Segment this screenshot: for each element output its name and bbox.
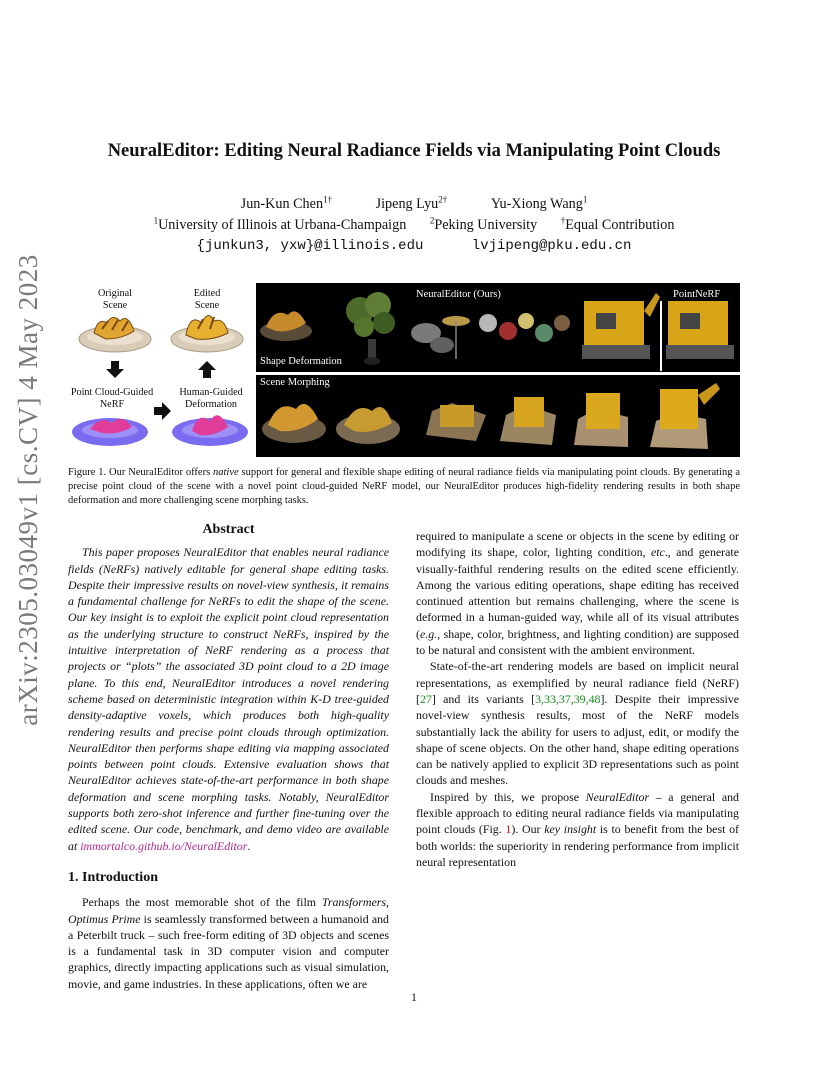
label-scene-morphing: Scene Morphing <box>260 377 330 388</box>
abstract-heading: Abstract <box>202 522 255 537</box>
affiliation-list <box>60 217 768 234</box>
email-list <box>60 238 768 254</box>
arxiv-identifier: arXiv:2305.03049v1 [cs.CV] 4 May 2023 <box>13 254 43 726</box>
project-link[interactable]: immortalco.github.io/NeuralEditor <box>80 838 248 853</box>
left-column <box>68 522 389 992</box>
author: Jipeng Lyu$^{2\dagger}$ <box>375 194 448 212</box>
label-human-guided: Human-Guided Deformation <box>179 387 243 410</box>
affiliation: $^1$University of Illinois at Urbana-Champaign <box>153 215 407 233</box>
pipeline-illustration <box>62 283 257 457</box>
edited-scene-image <box>171 315 243 352</box>
point-cloud-edited <box>172 415 248 446</box>
label-shape-deformation: Shape Deformation <box>260 356 342 367</box>
intro-paragraph-1: Perhaps the most memorable shot of the film Transformers, Optimus Prime is seamlessly transformed between a humanoid and a Peterbilt truck – such free-form editing of 3D objects and scenes is a fundamental task in 3D computer vision and computer graphics, directly impacting applications such as visual simulation, movie, and game industries. In these applications, often we are <box>68 895 389 991</box>
label-original-scene: Original Scene <box>98 288 132 311</box>
author-list <box>60 196 768 213</box>
introduction-heading: 1. Introduction <box>68 869 158 885</box>
label-point-cloud-nerf: Point Cloud-Guided NeRF <box>70 387 154 410</box>
email: lvjipeng@pku.edu.cn <box>471 238 632 254</box>
abstract-text: This paper proposes NeuralEditor that enables neural radiance fields (NeRFs) natively editable for general shape editing tasks. Despite their impressive results on novel-view synthesis, it remains a fundamental challenge for NeRFs to edit the shape of the scene. Our key insight is to exploit the explicit point cloud representation as the underlying structure to construct NeRFs, inspired by the intuitive interpretation of NeRF rendering as a process that projects or “plots” the associated 3D point cloud to a 2D image plane. To this end, NeuralEditor introduces a novel rendering scheme based on deterministic integration within K-D tree-guided density-adaptive voxels, which produces both high-quality rendering results and precise point clouds through optimization. NeuralEditor then performs shape editing via mapping associated points between point clouds. Extensive evaluation shows that NeuralEditor achieves state-of-the-art performance in both shape deformation and scene morphing tasks. Notably, NeuralEditor supports both zero-shot inference and further fine-tuning over the edited scene. Our code, benchmark, and demo video are available at immortalco.github.io/NeuralEditor. <box>68 545 389 853</box>
arrow-down-icon <box>106 361 124 378</box>
figure-1 <box>62 283 740 457</box>
email: {junkun3, yxw}@illinois.edu <box>196 238 424 254</box>
original-scene-image <box>79 317 151 352</box>
right-column <box>416 528 739 870</box>
label-neuraleditor-ours: NeuralEditor (Ours) <box>416 289 501 300</box>
paper-title: NeuralEditor: Editing Neural Radiance Fields via Manipulating Point Clouds <box>107 141 721 161</box>
arrow-up-icon <box>198 361 216 378</box>
figure-ref-link[interactable]: 1 <box>505 822 512 837</box>
point-cloud-original <box>72 418 148 446</box>
citation-link[interactable]: 27 <box>419 691 432 706</box>
citation-link[interactable]: 3,33,37,39,48 <box>535 691 601 706</box>
label-pointnerf: PointNeRF <box>673 289 721 300</box>
intro-paragraph-1-continued: required to manipulate a scene or objects in the scene by editing or modifying its shape, color, lighting condition, etc., and generate visually-faithful rendering results on the edited scene efficiently. Among the various editing operations, shape editing has received continued attention but remains challenging, where the scene is deformed in a human-guided way, while all of its visual attributes (e.g., shape, color, brightness, and lighting condition) are supposed to be natural and consistent with the ambient environment. <box>416 529 739 658</box>
affiliation: †Equal Contribution <box>560 215 675 233</box>
shape-deformation-panel <box>256 283 740 372</box>
figure-caption: Figure 1. Our NeuralEditor offers native support for general and flexible shape editing of neural radiance fields via manipulating point clouds. By generating a precise point cloud of the scene with a novel point cloud-guided NeRF model, our NeuralEditor produces high-fidelity rendering results in both shape deformation and more challenging scene morphing tasks. <box>68 467 740 506</box>
affiliation: $^2$Peking University <box>429 215 538 233</box>
intro-paragraph-3: Inspired by this, we propose NeuralEditor – a general and flexible approach to editing neural radiance fields via manipulating point clouds (Fig. 1). Our key insight is to benefit from the best of both worlds: the superiority in rendering performance from implicit neural representation <box>416 789 739 869</box>
label-edited-scene: Edited Scene <box>193 288 221 311</box>
intro-paragraph-2: State-of-the-art rendering models are based on implicit neural representations, as exemplified by neural radiance field (NeRF) [27] and its variants [3,33,37,39,48]. Despite their impressive novel-view synthesis results, most of the NeRF models substantially lack the ability for users to adjust, edit, or modify the shape of scene objects. On the other hand, shape editing operations can be natively applied to explicit 3D representations such as point clouds and meshes. <box>416 659 740 788</box>
author: Yu-Xiong Wang$^1$ <box>490 194 588 212</box>
author: Jun-Kun Chen$^{1\dagger}$ <box>240 194 333 212</box>
page-number: 1 <box>411 990 417 1004</box>
scene-morphing-panel <box>256 375 740 457</box>
